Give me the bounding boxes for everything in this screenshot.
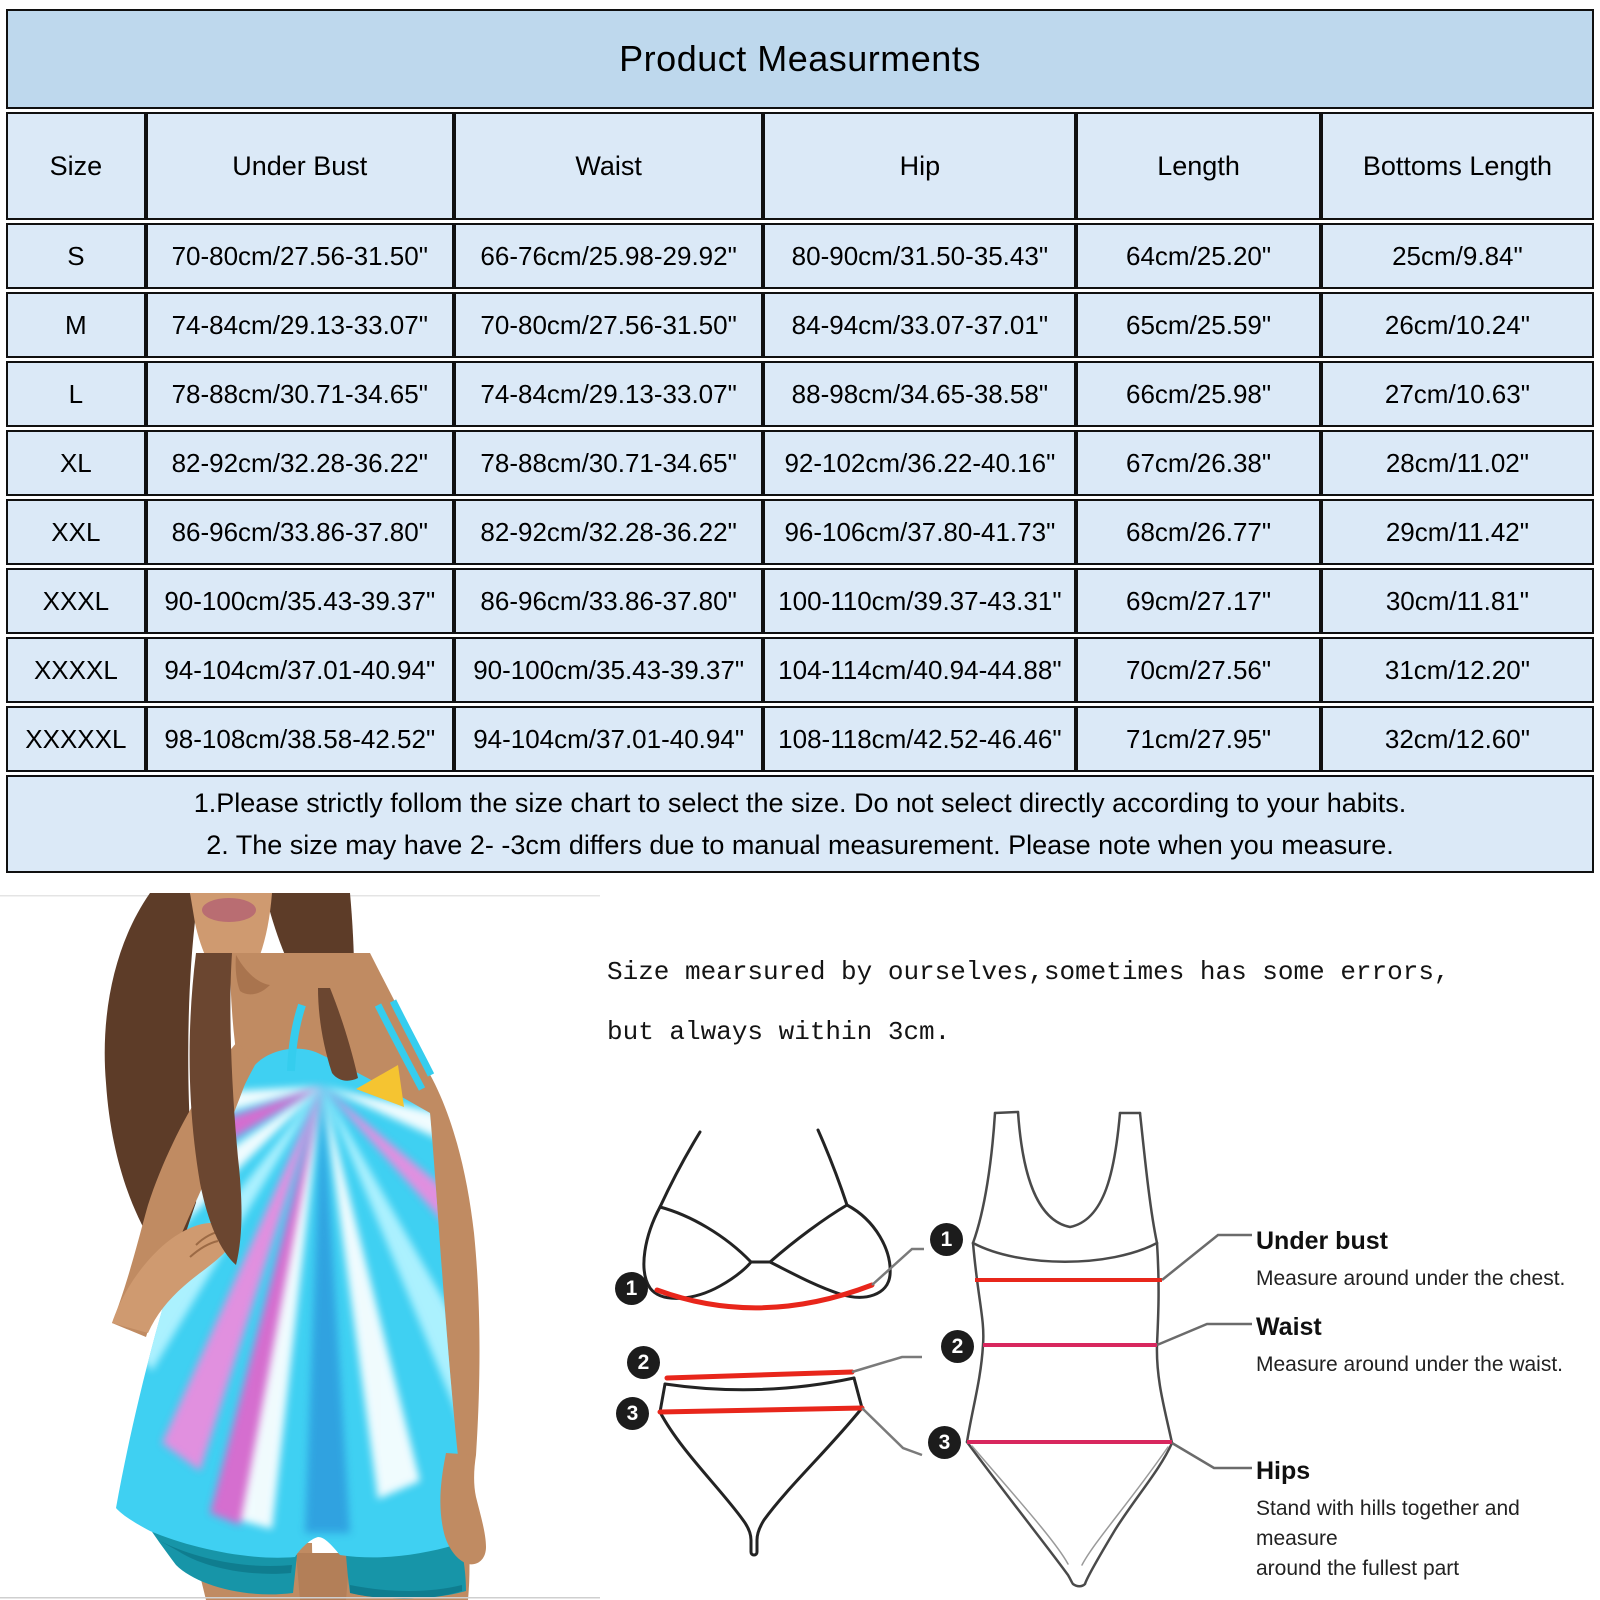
size-cell: XXL [6,499,146,565]
waist-cell: 70-80cm/27.56-31.50" [454,292,764,358]
length-cell: 68cm/26.77" [1076,499,1321,565]
bikini-hips-connector [862,1408,922,1455]
waist-label-connector [1157,1324,1252,1345]
note-line-2: 2. The size may have 2- -3cm differs due to manual measurement. Please note when you measure. [206,830,1394,860]
size-chart-notes [6,775,1594,873]
hips-label [1256,1456,1586,1584]
bikini-step-3-badge: 3 [616,1397,649,1430]
under-bust-label-connector [1162,1235,1252,1280]
waist-cell: 94-104cm/37.01-40.94" [454,706,764,772]
one-piece-step-2-badge: 2 [941,1330,974,1363]
chart-title-row [6,9,1594,109]
table-row [6,499,1594,565]
length-cell: 69cm/27.17" [1076,568,1321,634]
col-header-size: Size [6,112,146,220]
header-row [6,112,1594,220]
table-row [6,223,1594,289]
table-row [6,706,1594,772]
bottoms-length-cell: 29cm/11.42" [1321,499,1594,565]
under-bust-cell: 70-80cm/27.56-31.50" [146,223,454,289]
length-cell: 70cm/27.56" [1076,637,1321,703]
under-bust-cell: 74-84cm/29.13-33.07" [146,292,454,358]
hips-label-desc [1256,1494,1586,1584]
one-piece-step-1-badge: 1 [930,1223,963,1256]
under-bust-cell: 78-88cm/30.71-34.65" [146,361,454,427]
hips-label-desc-line-1: Stand with hills together and measure [1256,1497,1520,1550]
size-cell: M [6,292,146,358]
col-header-waist: Waist [454,112,764,220]
bikini-under-bust-connector [872,1249,924,1285]
size-cell: XXXXXL [6,706,146,772]
hip-cell: 108-118cm/42.52-46.46" [763,706,1076,772]
bikini-hips-line [660,1408,862,1412]
bikini-waist-line [667,1372,852,1378]
col-header-bottoms-length: Bottoms Length [1321,112,1594,220]
hip-cell: 80-90cm/31.50-35.43" [763,223,1076,289]
bottoms-length-cell: 32cm/12.60" [1321,706,1594,772]
bikini-waist-connector [852,1357,922,1372]
note-line-1: 1.Please strictly follom the size chart to select the size. Do not select directly according to your habits. [193,788,1407,818]
length-cell: 71cm/27.95" [1076,706,1321,772]
bottoms-length-cell: 25cm/9.84" [1321,223,1594,289]
under-bust-cell: 90-100cm/35.43-39.37" [146,568,454,634]
hip-cell: 92-102cm/36.22-40.16" [763,430,1076,496]
table-row [6,430,1594,496]
table-row [6,292,1594,358]
size-cell: XL [6,430,146,496]
length-cell: 67cm/26.38" [1076,430,1321,496]
table-row [6,361,1594,427]
waist-label-desc: Measure around under the waist. [1256,1353,1564,1376]
bottoms-length-cell: 30cm/11.81" [1321,568,1594,634]
one-piece-step-3-badge: 3 [928,1426,961,1459]
under-bust-cell: 94-104cm/37.01-40.94" [146,637,454,703]
bottoms-length-cell: 26cm/10.24" [1321,292,1594,358]
hips-label-title: Hips [1256,1457,1311,1485]
hip-cell: 84-94cm/33.07-37.01" [763,292,1076,358]
bottoms-length-cell: 31cm/12.20" [1321,637,1594,703]
waist-label-title: Waist [1256,1313,1322,1341]
col-header-under-bust: Under Bust [146,112,454,220]
bottoms-length-cell: 28cm/11.02" [1321,430,1594,496]
length-cell: 65cm/25.59" [1076,292,1321,358]
hips-label-desc-line-2: around the fullest part [1256,1557,1460,1580]
chart-title: Product Measurments [6,9,1594,109]
waist-cell: 74-84cm/29.13-33.07" [454,361,764,427]
photo-bottom-edge [0,1597,600,1599]
one-piece-diagram [967,1112,1172,1586]
col-header-length: Length [1076,112,1321,220]
length-cell: 64cm/25.20" [1076,223,1321,289]
hip-cell: 88-98cm/34.65-38.58" [763,361,1076,427]
size-cell: L [6,361,146,427]
bikini-step-1-badge: 1 [615,1272,648,1305]
waist-cell: 66-76cm/25.98-29.92" [454,223,764,289]
disclaimer-line-2: but always within 3cm. [607,1017,951,1047]
bikini-bottom-diagram [660,1378,862,1555]
model-lips [202,898,256,922]
waist-cell: 78-88cm/30.71-34.65" [454,430,764,496]
table-row [6,637,1594,703]
under-bust-label [1256,1226,1586,1294]
bikini-step-2-badge: 2 [627,1346,660,1379]
hips-label-connector [1172,1443,1252,1468]
size-cell: XXXXL [6,637,146,703]
hip-cell: 96-106cm/37.80-41.73" [763,499,1076,565]
under-bust-cell: 86-96cm/33.86-37.80" [146,499,454,565]
disclaimer-line-1: Size mearsured by ourselves,sometimes has some errors, [607,957,1450,987]
under-bust-cell: 82-92cm/32.28-36.22" [146,430,454,496]
under-bust-label-title: Under bust [1256,1227,1388,1255]
size-chart-table [6,6,1594,876]
hip-cell: 100-110cm/39.37-43.31" [763,568,1076,634]
measure-disclaimer [607,942,1467,1062]
table-row [6,568,1594,634]
under-bust-label-desc: Measure around under the chest. [1256,1267,1566,1290]
notes-row [6,775,1594,873]
hip-cell: 104-114cm/40.94-44.88" [763,637,1076,703]
col-header-hip: Hip [763,112,1076,220]
bikini-top-diagram [644,1130,890,1298]
product-photo-model-tankini [0,893,600,1600]
length-cell: 66cm/25.98" [1076,361,1321,427]
size-cell: XXXL [6,568,146,634]
size-cell: S [6,223,146,289]
waist-cell: 90-100cm/35.43-39.37" [454,637,764,703]
waist-label [1256,1312,1586,1380]
waist-cell: 86-96cm/33.86-37.80" [454,568,764,634]
under-bust-cell: 98-108cm/38.58-42.52" [146,706,454,772]
bottoms-length-cell: 27cm/10.63" [1321,361,1594,427]
waist-cell: 82-92cm/32.28-36.22" [454,499,764,565]
